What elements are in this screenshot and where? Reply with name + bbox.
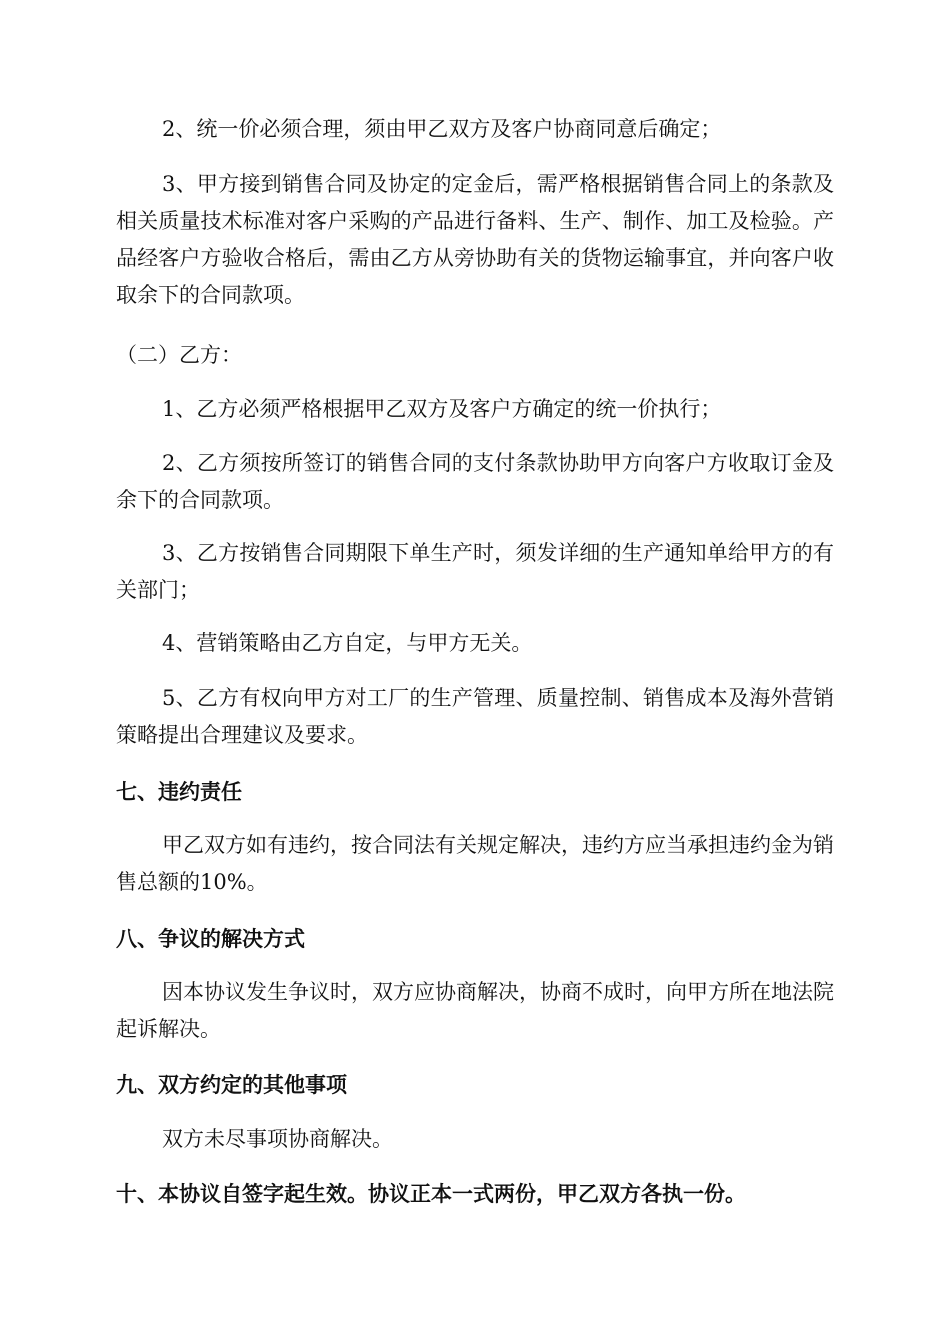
heading-other-matters: 九、双方约定的其他事项 [116, 1072, 347, 1097]
paragraph-party-b-item-4: 4、营销策略由乙方自定，与甲方无关。 [162, 631, 533, 655]
section-party-b-title: （二）乙方： [116, 343, 242, 367]
paragraph-dispute-resolution: 因本协议发生争议时，双方应协商解决，协商不成时，向甲方所在地法院起诉解决。 [116, 980, 834, 1041]
paragraph-party-a-duties: 3、甲方接到销售合同及协定的定金后，需严格根据销售合同上的条款及相关质量技术标准对客户采购的产品进行备料、生产、制作、加工及检验。产品经客户方验收合格后，需由乙方从旁协助有关的货物运输事宜，并向客户收取余下的合同款项。 [116, 172, 834, 307]
heading-dispute-resolution: 八、争议的解决方式 [116, 926, 305, 951]
paragraph-breach-liability: 甲乙双方如有违约，按合同法有关规定解决，违约方应当承担违约金为销售总额的10%。 [116, 833, 834, 894]
paragraph-other-matters: 双方未尽事项协商解决。 [162, 1127, 393, 1151]
heading-breach-liability: 七、违约责任 [116, 779, 242, 804]
paragraph-price-reasonable: 2、统一价必须合理，须由甲乙双方及客户协商同意后确定； [162, 117, 722, 141]
paragraph-party-b-item-2: 2、乙方须按所签订的销售合同的支付条款协助甲方向客户方收取订金及余下的合同款项。 [116, 451, 834, 512]
paragraph-party-b-item-5: 5、乙方有权向甲方对工厂的生产管理、质量控制、销售成本及海外营销策略提出合理建议及要求。 [116, 686, 834, 747]
paragraph-party-b-item-3: 3、乙方按销售合同期限下单生产时，须发详细的生产通知单给甲方的有关部门； [116, 541, 834, 602]
paragraph-party-b-item-1: 1、乙方必须严格根据甲乙双方及客户方确定的统一价执行； [162, 397, 722, 421]
heading-effective-clause: 十、本协议自签字起生效。协议正本一式两份，甲乙双方各执一份。 [116, 1181, 746, 1206]
